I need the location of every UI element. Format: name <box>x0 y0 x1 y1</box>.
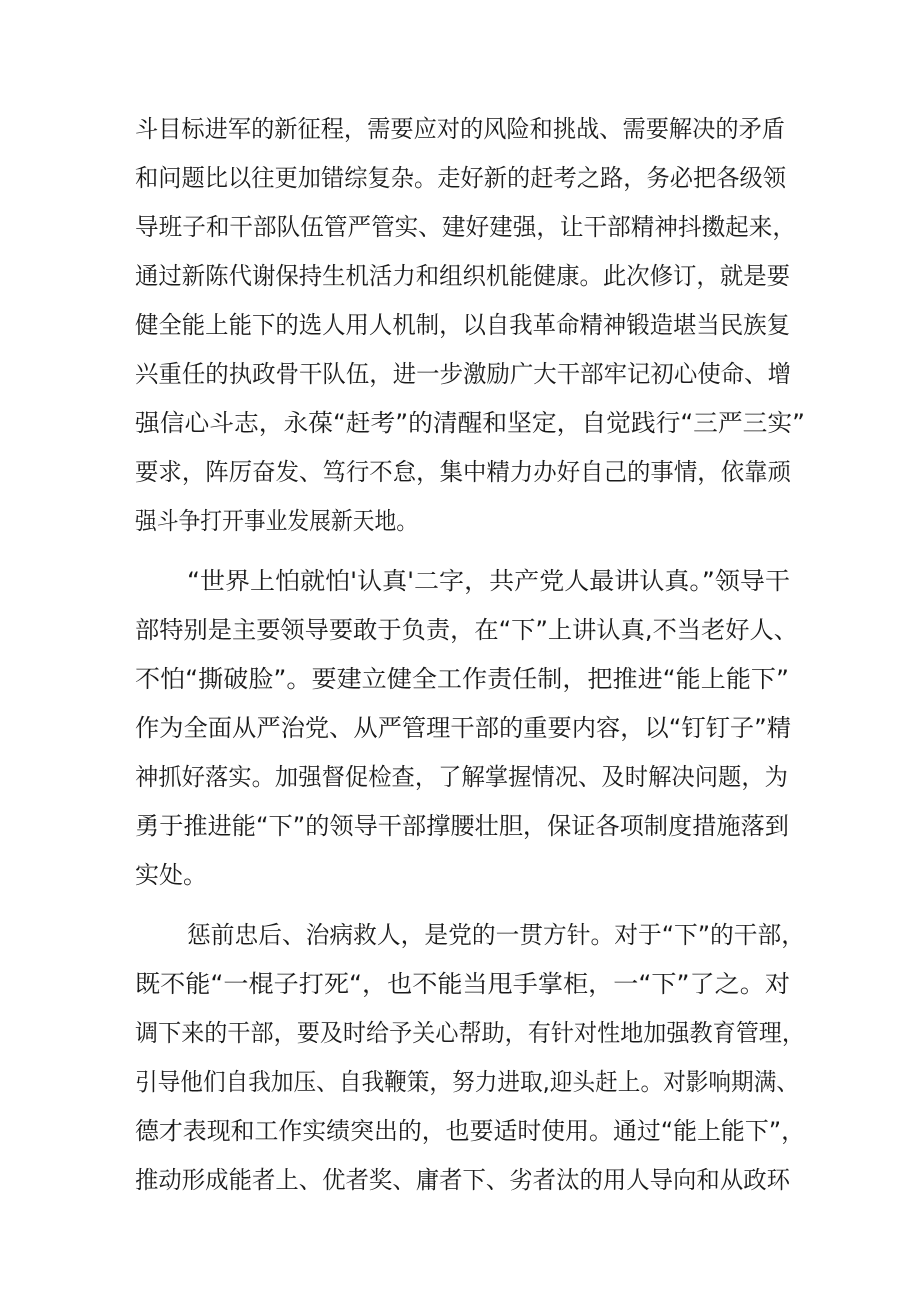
text-line: 斗目标进军的新征程，需要应对的风险和挑战、需要解决的矛盾 <box>135 115 785 143</box>
paragraph-1-line-1 <box>0 109 920 149</box>
text-line: 强斗争打开事业发展新天地。 <box>135 507 418 535</box>
paragraph-2-line-3 <box>0 659 920 699</box>
paragraph-3-line-1 <box>0 915 920 955</box>
text-line: 既不能“一棍子打死“，也不能当甩手掌柜，一“下”了之。对 <box>135 970 791 998</box>
paragraph-1-line-6 <box>0 354 920 394</box>
paragraph-3-line-4 <box>0 1062 920 1102</box>
paragraph-1-line-9 <box>0 501 920 541</box>
paragraph-2-line-5 <box>0 757 920 797</box>
text-line: 和问题比以往更加错综复杂。走好新的赶考之路，务必把各级领 <box>135 164 786 192</box>
text-line: 德才表现和工作实绩突出的，也要适时使用。通过“能上能下”， <box>135 1117 805 1145</box>
text-line: 神抓好落实。加强督促检查，了解掌握情况、及时解决问题，为 <box>135 763 788 791</box>
paragraph-1-line-3 <box>0 207 920 247</box>
paragraph-1-line-2 <box>0 158 920 198</box>
paragraph-3-line-2 <box>0 964 920 1004</box>
text-line: 勇于推进能“下”的领导干部撑腰壮胆，保证各项制度措施落到 <box>135 812 789 840</box>
text-line: “世界上怕就怕'认真'二字，共产党人最讲认真。”领导干 <box>187 567 790 595</box>
text-line: 强信心斗志，永葆“赶考”的清醒和坚定，自觉践行“三严三实” <box>135 409 805 437</box>
text-line: 惩前忠后、治病救人，是党的一贯方针。对于“下”的干部， <box>187 921 805 949</box>
paragraph-3-line-5 <box>0 1111 920 1151</box>
text-line: 要求，阵厉奋发、笃行不怠，集中精力办好自己的事情，依靠顽 <box>135 458 791 486</box>
paragraph-3-line-6 <box>0 1160 920 1200</box>
paragraph-1-line-4 <box>0 256 920 296</box>
text-line: 健全能上能下的选人用人机制，以自我革命精神锻造堪当民族复 <box>135 311 790 339</box>
paragraph-1-line-5 <box>0 305 920 345</box>
text-line: 调下来的干部，要及时给予关心帮助，有针对性地加强教育管理， <box>135 1019 805 1047</box>
paragraph-1-line-7 <box>0 403 920 443</box>
paragraph-2-line-7 <box>0 855 920 895</box>
paragraph-1-line-8 <box>0 452 920 492</box>
text-line: 部特别是主要领导要敢于负责，在“下”上讲认真,不当老好人、 <box>135 616 799 644</box>
paragraph-2-line-2 <box>0 610 920 650</box>
text-line: 推动形成能者上、优者奖、庸者下、劣者汰的用人导向和从政环 <box>135 1166 790 1194</box>
text-line: 不怕“撕破脸”。要建立健全工作责任制，把推进“能上能下” <box>135 665 790 693</box>
text-line: 引导他们自我加压、自我鞭策，努力进取,迎头赶上。对影响期满、 <box>135 1068 799 1096</box>
paragraph-2-line-6 <box>0 806 920 846</box>
text-line: 通过新陈代谢保持生机活力和组织机能健康。此次修订，就是要 <box>135 262 790 290</box>
text-line: 兴重任的执政骨干队伍，进一步激励广大干部牢记初心使命、增 <box>135 360 791 388</box>
paragraph-2-line-1 <box>0 561 920 601</box>
text-line: 实处。 <box>135 861 207 889</box>
text-line: 导班子和干部队伍管严管实、建好建强，让干部精神抖擞起来， <box>135 213 796 241</box>
paragraph-3-line-3 <box>0 1013 920 1053</box>
text-line: 作为全面从严治党、从严管理干部的重要内容，以“钉钉子”精 <box>135 714 791 742</box>
paragraph-2-line-4 <box>0 708 920 748</box>
